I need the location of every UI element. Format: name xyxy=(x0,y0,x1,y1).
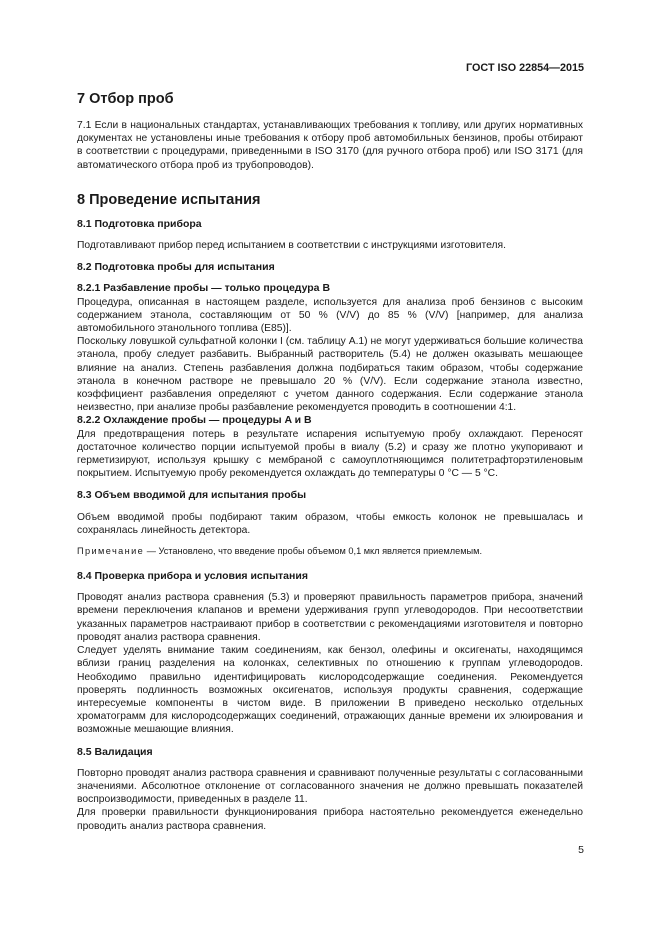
note-label: Примечание xyxy=(77,546,145,557)
section-8-4-paragraph-1: Проводят анализ раствора сравнения (5.3) и проверяют правильность параметров прибора, значений времени переключения клапанов и времени удерживания групп углеводородов. При несоответствии указанных параметров настраивают прибор в соответствии с рекомендациями изготовителя и повторно проводят анализ раствора сравнения. xyxy=(77,592,583,643)
section-8-2-2-paragraph: Для предотвращения потерь в результате испарения испытуемую пробу охлаждают. Переносят достаточное количество порции испытуемой пробы в виалу (5.2) и сразу же плотно укупоривают и герметизируют, используя крышку с мембраной с самоуплотняющимся политетрафторэтиленовым покрытием. Испытуемую пробу рекомендуется охлаждать до температуры 0 °C — 5 °C. xyxy=(77,428,583,480)
section-8-2-1-title: 8.2.1 Разбавление пробы — только процедура B xyxy=(77,282,331,295)
section-8-4-paragraph-2: Следует уделять внимание таким соединениям, как бензол, олефины и оксигенаты, находящимся вблизи границ разделения на колонках, селективных по отношению к группам углеводородов. Необходимо правильно идентифицировать кислородсодержащие соединения. Рекомендуется проверять подлинность возможных оксигенатов, используя продукты сравнения, содержащие интересуемые компоненты в чистом виде. В приложении В приведено несколько отдельных хроматограмм для кислородсодержащих соединений, отражающих данные времени их элюирования и возможные мешающие влияния. xyxy=(77,645,583,736)
section-8-title: 8 Проведение испытания xyxy=(77,191,261,208)
section-8-3-title: 8.3 Объем вводимой для испытания пробы xyxy=(77,489,307,502)
section-8-2-1-paragraph-2: Поскольку ловушкой сульфатной колонки I (см. таблицу А.1) не могут удерживаться большие количества этанола, пробу следует разбавить. Выбранный растворитель (5.4) не должен оказывать мешающее влияние на анализ. Степень разбавления должна подбираться таким образом, чтобы содержание этанола в конечном растворе не превышало 20 % (V/V). Если содержание этанола известно, коэффициент разбавления определяют с учетом данного содержания. Если содержание этанола неизвестно, при анализе пробы разбавление рекомендуется проводить в соотношении 4:1. xyxy=(77,336,583,414)
section-7-1-paragraph: 7.1 Если в национальных стандартах, устанавливающих требования к топливу, или других нормативных документах не установлены иные требования к отбору проб автомобильных бензинов, пробы отбирают в соответствии с процедурами, приведенными в ISO 3170 (для ручного отбора проб) или ISO 3171 (для автоматического отбора проб из трубопроводов). xyxy=(77,120,583,171)
page-content xyxy=(77,90,583,833)
section-8-2-1-paragraph-1: Процедура, описанная в настоящем разделе, используется для анализа проб бензинов с высоким содержанием этанола, составляющим от 50 % (V/V) до 85 % (V/V) [например, для анализа автомобильного этанольного топлива (E85)]. xyxy=(77,296,583,335)
section-8-5-paragraph-1: Повторно проводят анализ раствора сравнения и сравнивают полученные результаты с согласованными значениями. Абсолютное отклонение от согласованного значения не должно превышать показателей воспроизводимости, приведенных в разделе 11. xyxy=(77,767,583,806)
section-8-2-2-title: 8.2.2 Охлаждение пробы — процедуры A и B xyxy=(77,414,312,427)
note-text: — Установлено, что введение пробы объемом 0,1 мкл является приемлемым. xyxy=(144,546,482,557)
section-8-2-title: 8.2 Подготовка пробы для испытания xyxy=(77,261,275,274)
section-7-title: 7 Отбор проб xyxy=(77,91,174,107)
section-8-5-title: 8.5 Валидация xyxy=(77,745,153,758)
section-8-1-paragraph: Подготавливают прибор перед испытанием в соответствии с инструкциями изготовителя. xyxy=(77,240,506,252)
section-8-3-note xyxy=(77,545,583,557)
page-number: 5 xyxy=(578,844,584,856)
section-8-3-paragraph: Объем вводимой пробы подбирают таким образом, чтобы емкость колонок не превышалась и сохранялась линейность детектора. xyxy=(77,511,583,536)
section-8-1-title: 8.1 Подготовка прибора xyxy=(77,217,202,230)
section-8-4-title: 8.4 Проверка прибора и условия испытания xyxy=(77,570,308,583)
section-8-5-paragraph-2: Для проверки правильности функционирования прибора настоятельно рекомендуется еженедельно проводить анализ раствора сравнения. xyxy=(77,807,583,832)
document-id: ГОСТ ISO 22854—2015 xyxy=(466,62,584,74)
